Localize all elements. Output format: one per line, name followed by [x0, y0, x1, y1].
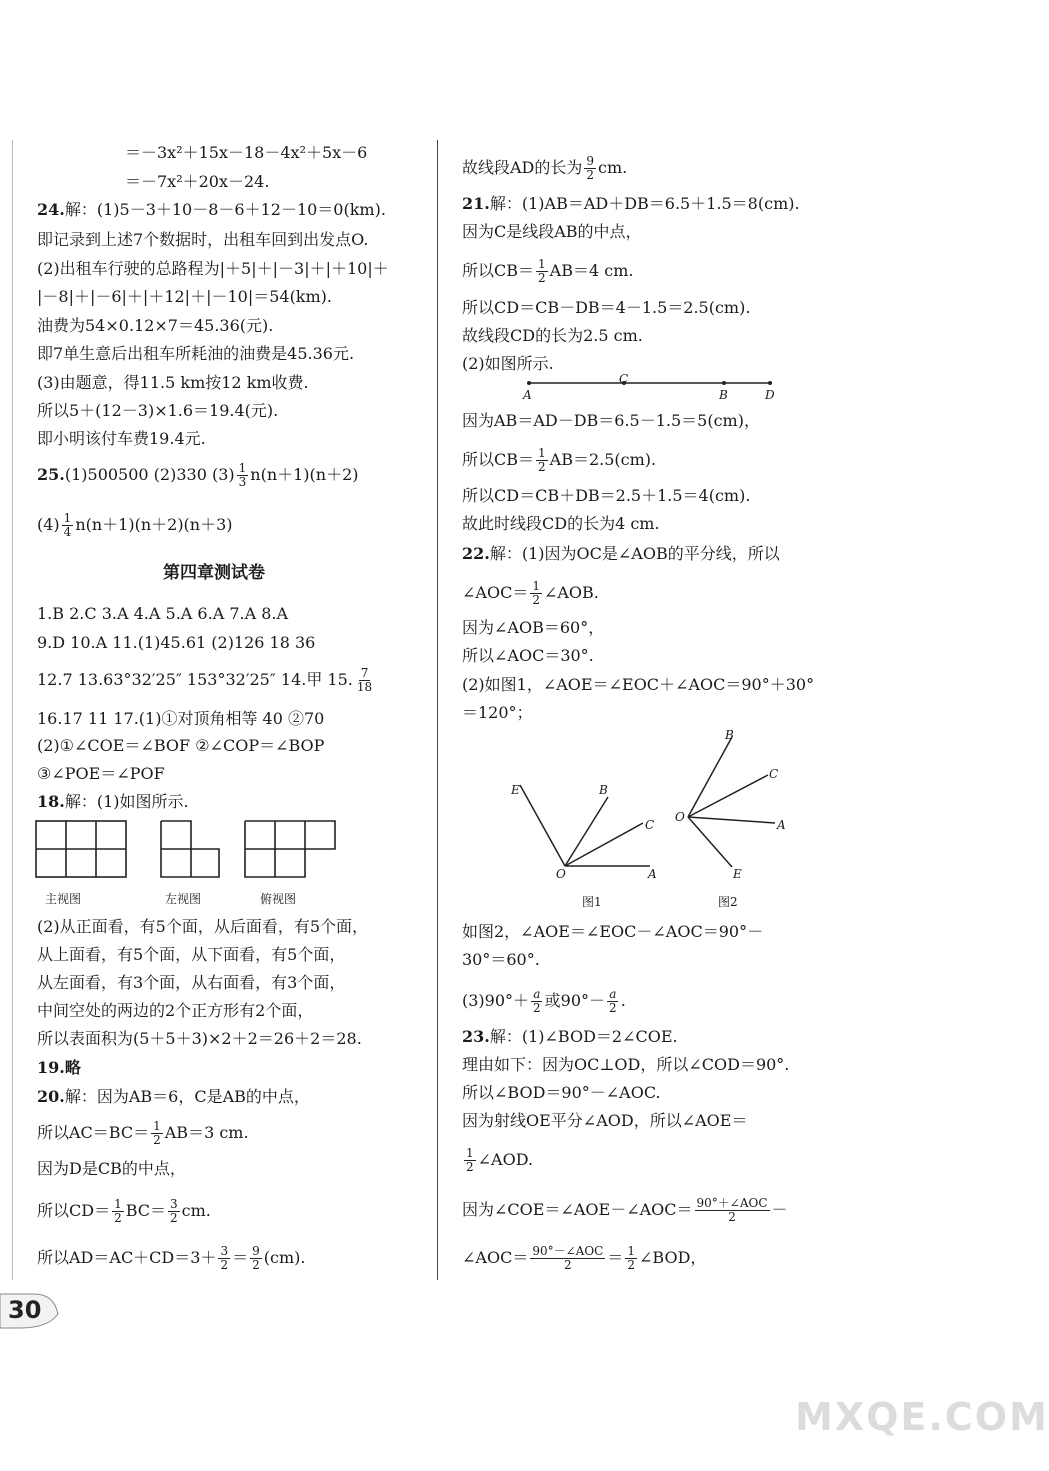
q20-l2-b: AB＝3 cm.	[164, 1123, 249, 1142]
q25-expr: n(n＋1)(n＋2)	[250, 465, 359, 484]
fraction-a-2	[607, 988, 619, 1015]
section-title: 第四章测试卷	[163, 563, 265, 583]
denominator: 2	[538, 271, 546, 285]
segment-figure	[520, 376, 780, 404]
denominator: 2	[627, 1258, 635, 1272]
q22-line-8: 30°＝60°.	[462, 950, 540, 969]
mc-line-1: 1.B 2.C 3.A 4.A 5.A 6.A 7.A 8.A	[37, 604, 289, 623]
fig2-label-e: E	[733, 867, 742, 881]
q22-number: 22.	[462, 544, 490, 563]
r1-a: 故线段AD的长为	[462, 158, 583, 177]
q23-line-5	[462, 1147, 533, 1174]
q20-line-2	[37, 1120, 249, 1147]
q24-line-2: 即记录到上述7个数据时，出租车回到出发点O.	[37, 230, 369, 249]
q20-l4-c: cm.	[181, 1201, 211, 1220]
left-margin-line	[12, 140, 13, 1280]
numerator: 1	[238, 461, 247, 475]
fraction-1-2	[151, 1120, 163, 1147]
q22-text: 解：(1)因为OC是∠AOB的平分线，所以	[489, 544, 780, 563]
q18-line-2: (2)从正面看，有5个面，从后面看，有5个面，	[37, 917, 369, 936]
mc-line-4: 16.17 11 17.(1)①对顶角相等 40 ②70	[37, 709, 325, 728]
fraction-1-2	[464, 1147, 476, 1174]
watermark: MXQE.COM	[795, 1395, 1049, 1439]
fraction-3-2	[168, 1198, 180, 1225]
q19-line: 19.略	[37, 1058, 81, 1077]
top-view-caption: 俯视图	[260, 892, 297, 906]
q23-number: 23.	[462, 1027, 490, 1046]
q24-line-6: 即7单生意后出租车所耗油的油费是45.36元.	[37, 344, 355, 363]
segment-label-d: D	[765, 388, 775, 402]
expr-line-1: ＝－3x²＋15x－18－4x²＋5x－6	[125, 143, 368, 162]
fraction-1-2	[112, 1198, 124, 1225]
left-view-caption: 左视图	[165, 892, 202, 906]
segment-label-c: C	[619, 372, 629, 386]
fraction-3-2	[218, 1245, 230, 1272]
column-divider	[437, 140, 438, 1280]
q22-line-4: 所以∠AOC＝30°.	[462, 646, 594, 665]
page-number: 30	[8, 1296, 42, 1324]
q18-line-4: 从左面看，有3个面，从右面看，有3个面，	[37, 973, 346, 992]
q20-number: 20.	[37, 1087, 65, 1106]
fraction-1-2	[625, 1245, 637, 1272]
fig1-label-c: C	[645, 818, 655, 832]
denominator: 2	[170, 1211, 178, 1225]
q20-line-1	[37, 1087, 310, 1107]
q24-line-3: (2)出租车行驶的总路程为|＋5|＋|－3|＋|＋10|＋	[37, 259, 389, 278]
q24-line-5: 油费为54×0.12×7＝45.36(元).	[37, 316, 274, 335]
numerator: 90°－∠AOC	[532, 1244, 604, 1258]
q20-l4-b: BC＝	[125, 1201, 167, 1220]
q22-l9-a: (3)90°＋	[462, 991, 530, 1010]
q22-line-6: ＝120°；	[462, 703, 533, 722]
q18-line-6: 所以表面积为(5＋5＋3)×2＋2＝26＋2＝28.	[37, 1029, 362, 1048]
fraction-90-plus	[695, 1197, 770, 1224]
expr-line-2: ＝－7x²＋20x－24.	[125, 172, 270, 191]
fig1-label-o: O	[556, 867, 566, 881]
q21-line-4: 所以CD＝CB－DB＝4－1.5＝2.5(cm).	[462, 298, 751, 317]
q21-l8-a: 所以CB＝	[462, 450, 535, 469]
q23-l6-c: －	[771, 1200, 788, 1219]
fig1-label-b: B	[599, 783, 608, 797]
q23-line-6	[462, 1197, 788, 1224]
mc-line-3-text: 12.7 13.63°32′25″ 153°32′25″ 14.甲 15.	[37, 670, 353, 689]
numerator: 1	[114, 1197, 122, 1211]
q20-l5-c: (cm).	[263, 1248, 306, 1267]
segment-label-b: B	[719, 388, 728, 402]
q22-line-2	[462, 580, 599, 607]
fraction-1-2	[536, 447, 548, 474]
q18-line-5: 中间空处的两边的2个正方形有2个面，	[37, 1001, 314, 1020]
q18-line-1	[37, 792, 189, 812]
front-view-caption: 主视图	[45, 892, 82, 906]
numerator: 9	[586, 154, 595, 168]
q21-number: 21.	[462, 194, 490, 213]
q23-line-7	[462, 1245, 706, 1272]
fig2-caption: 图2	[718, 895, 738, 909]
fraction-1-2	[530, 580, 542, 607]
fraction-1-4	[62, 512, 74, 539]
q23-line-4: 因为射线OE平分∠AOD，所以∠AOE＝	[462, 1111, 748, 1130]
q25-line-1	[37, 462, 359, 489]
numerator: 1	[466, 1146, 474, 1160]
r1-b: cm.	[598, 158, 628, 177]
denominator: 2	[466, 1160, 474, 1174]
mc-line-5: (2)①∠COE＝∠BOF ②∠COP＝∠BOP	[37, 736, 325, 755]
denominator: 2	[728, 1210, 736, 1224]
q20-line-4	[37, 1198, 211, 1225]
denominator: 2	[609, 1001, 617, 1015]
q23-l7-a: ∠AOC＝	[462, 1248, 529, 1267]
denominator: 2	[220, 1258, 229, 1272]
numerator: 90°＋∠AOC	[696, 1196, 768, 1210]
numerator: 7	[360, 666, 369, 680]
fig1-label-a: A	[648, 867, 657, 881]
numerator: 1	[532, 579, 540, 593]
denominator: 3	[238, 475, 247, 489]
q21-line-9: 所以CD＝CB＋DB＝2.5＋1.5＝4(cm).	[462, 486, 751, 505]
denominator: 2	[532, 593, 540, 607]
numerator: 1	[627, 1244, 635, 1258]
fraction-1-2	[536, 258, 548, 285]
q18-line-3: 从上面看，有5个面，从下面看，有5个面，	[37, 945, 346, 964]
q22-line-1	[462, 544, 780, 564]
fraction-1-3	[237, 462, 249, 489]
fig2-label-c: C	[769, 767, 779, 781]
fraction-7-18	[355, 667, 374, 694]
numerator: 1	[63, 511, 72, 525]
q23-l5-b: ∠AOD.	[477, 1150, 534, 1169]
fig2-label-o: O	[675, 810, 685, 824]
q18-text: 解：(1)如图所示.	[64, 792, 189, 811]
fig1-caption: 图1	[582, 895, 602, 909]
numerator: 3	[220, 1244, 229, 1258]
denominator: 18	[356, 680, 373, 694]
q24-text: 解：(1)5－3＋10－8－6＋12－10＝0(km).	[64, 200, 386, 219]
q22-l2-a: ∠AOC＝	[462, 583, 529, 602]
q21-line-3	[462, 258, 633, 285]
mc-line-2: 9.D 10.A 11.(1)45.61 (2)126 18 36	[37, 633, 316, 652]
fraction-90-minus	[530, 1245, 605, 1272]
q23-l7-c: ∠BOD，	[639, 1248, 707, 1267]
q20-l5-a: 所以AD＝AC＋CD＝3＋	[37, 1248, 217, 1267]
q21-l3-a: 所以CB＝	[462, 261, 535, 280]
q22-line-7: 如图2，∠AOE＝∠EOC－∠AOC＝90°－	[462, 922, 764, 941]
q24-line-9: 即小明该付车费19.4元.	[37, 429, 206, 448]
denominator: 2	[252, 1258, 260, 1272]
q21-line-2: 因为C是线段AB的中点，	[462, 222, 642, 241]
q25-number: 25.	[37, 465, 65, 484]
q22-l9-b: 或90°－	[544, 991, 606, 1010]
q21-text: 解：(1)AB＝AD＋DB＝6.5＋1.5＝8(cm).	[489, 194, 800, 213]
numerator: 1	[153, 1119, 161, 1133]
q25-expr-4: n(n＋1)(n＋2)(n＋3)	[75, 515, 233, 534]
q23-line-3: 所以∠BOD＝90°－∠AOC.	[462, 1083, 661, 1102]
q24-line-1	[37, 200, 386, 220]
q18-number: 18.	[37, 792, 65, 811]
page-number-tab	[0, 1292, 62, 1332]
q21-line-1	[462, 194, 800, 214]
fraction-a-2	[531, 988, 543, 1015]
q21-l8-b: AB＝2.5(cm).	[549, 450, 657, 469]
numerator: 9	[252, 1244, 260, 1258]
segment-label-a: A	[523, 388, 532, 402]
q24-line-7: (3)由题意，得11.5 km按12 km收费.	[37, 373, 309, 392]
q20-l2-a: 所以AC＝BC＝	[37, 1123, 150, 1142]
q23-text: 解：(1)∠BOD＝2∠COE.	[489, 1027, 678, 1046]
numerator: 3	[170, 1197, 178, 1211]
q25-line-2	[37, 512, 233, 539]
q20-l4-a: 所以CD＝	[37, 1201, 111, 1220]
q22-l2-b: ∠AOB.	[543, 583, 599, 602]
q21-line-5: 故线段CD的长为2.5 cm.	[462, 326, 643, 345]
mc-line-6: ③∠POE＝∠POF	[37, 764, 165, 783]
denominator: 2	[538, 460, 546, 474]
q20-line-3: 因为D是CB的中点，	[37, 1159, 186, 1178]
denominator: 2	[153, 1133, 161, 1147]
q23-l6-a: 因为∠COE＝∠AOE－∠AOC＝	[462, 1200, 693, 1219]
q24-number: 24.	[37, 200, 65, 219]
fig1-label-e: E	[511, 783, 520, 797]
fraction-9-2	[250, 1245, 262, 1272]
q23-line-2: 理由如下：因为OC⊥OD，所以∠COD＝90°.	[462, 1055, 790, 1074]
q22-line-5: (2)如图1，∠AOE＝∠EOC＋∠AOC＝90°＋30°	[462, 675, 815, 694]
q20-text: 解：因为AB＝6，C是AB的中点，	[64, 1087, 310, 1106]
r-line-1	[462, 155, 627, 182]
q23-l7-b: ＝	[607, 1248, 624, 1267]
numerator: 1	[538, 446, 546, 460]
q21-line-8	[462, 447, 656, 474]
mc-line-3	[37, 667, 376, 694]
denominator: 2	[114, 1211, 122, 1225]
q22-l9-c: .	[620, 991, 626, 1010]
q21-line-10: 故此时线段CD的长为4 cm.	[462, 514, 660, 533]
denominator: 2	[586, 168, 595, 182]
q21-line-7: 因为AB＝AD－DB＝6.5－1.5＝5(cm)，	[462, 411, 760, 430]
denominator: 2	[533, 1001, 541, 1015]
denominator: 4	[63, 525, 72, 539]
q23-line-1	[462, 1027, 678, 1047]
q21-line-6: (2)如图所示.	[462, 354, 554, 373]
q24-line-8: 所以5＋(12－3)×1.6＝19.4(元).	[37, 401, 279, 420]
numerator: a	[609, 987, 617, 1001]
q21-l3-b: AB＝4 cm.	[549, 261, 634, 280]
q22-line-9	[462, 988, 626, 1015]
q25-part4: (4)	[37, 515, 60, 534]
numerator: a	[533, 987, 541, 1001]
q25-parts: (1)500500 (2)330 (3)	[64, 465, 235, 484]
numerator: 1	[538, 257, 546, 271]
three-views-figure	[30, 815, 350, 890]
q24-line-4: |－8|＋|－6|＋|＋12|＋|－10|＝54(km).	[37, 287, 333, 306]
fraction-9-2	[584, 155, 596, 182]
q22-line-3: 因为∠AOB＝60°，	[462, 618, 605, 637]
angle-figures	[500, 725, 820, 890]
denominator: 2	[564, 1258, 572, 1272]
fig2-label-b: B	[725, 728, 734, 742]
q20-l5-b: ＝	[232, 1248, 249, 1267]
fig2-label-a: A	[777, 818, 786, 832]
q20-line-5	[37, 1245, 305, 1272]
